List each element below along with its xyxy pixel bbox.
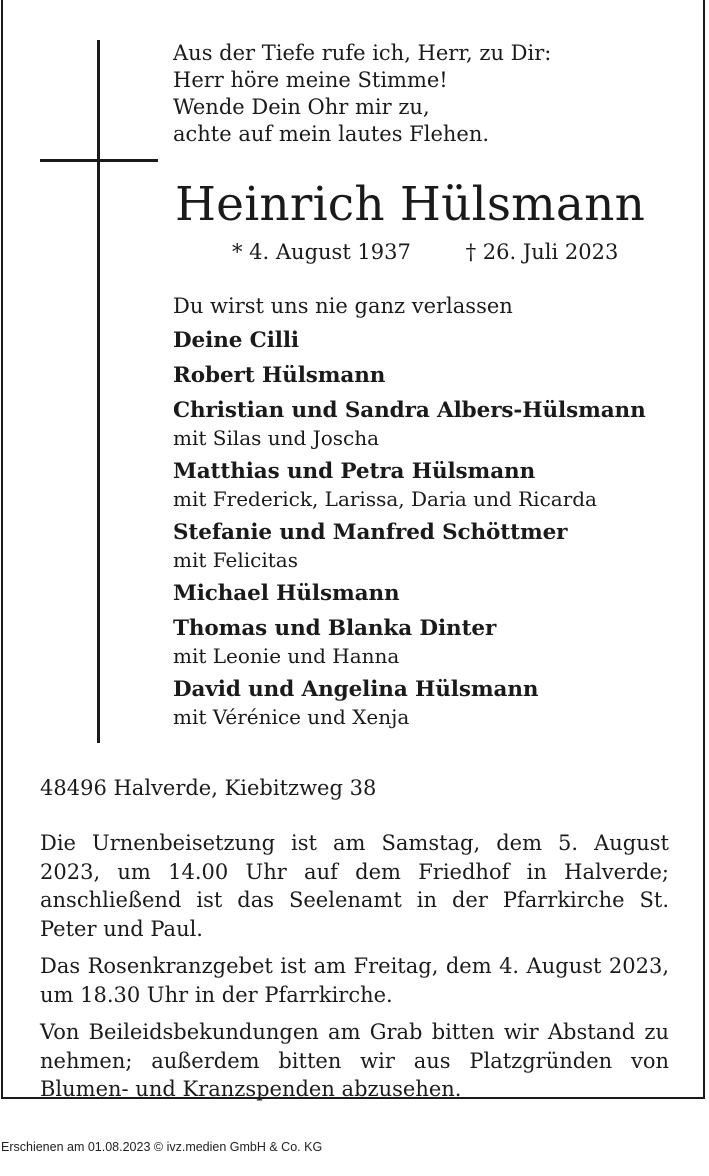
life-dates bbox=[232, 239, 618, 266]
funeral-info bbox=[40, 829, 669, 1113]
info-paragraph: Die Urnenbeisetzung ist am Samstag, dem 5. August 2023, um 14.00 Uhr auf dem Friedhof in Halverde; anschließend ist das Seelenamt in der Pfarrkirche St. Peter und Paul. bbox=[40, 831, 669, 941]
mourner-name: Thomas und Blanka Dinter bbox=[173, 616, 497, 641]
mourner-entry bbox=[173, 457, 683, 512]
mourner-entry bbox=[173, 518, 683, 573]
mourner-entry bbox=[173, 361, 683, 390]
mourner-name: Matthias und Petra Hülsmann bbox=[173, 459, 536, 484]
verse-line: achte auf mein lautes Flehen. bbox=[173, 122, 490, 146]
mourner-name: Michael Hülsmann bbox=[173, 581, 400, 606]
family-address: 48496 Halverde, Kiebitzweg 38 bbox=[40, 776, 377, 800]
cross-vertical-bar bbox=[97, 40, 100, 743]
info-paragraph: Von Beileidsbekundungen am Grab bitten wir Abstand zu nehmen; außerdem bitten wir aus Platzgründen von Blumen- und Kranzspenden abzusehen. bbox=[40, 1020, 669, 1101]
mourner-entry bbox=[173, 614, 683, 669]
info-paragraph: Das Rosenkranzgebet ist am Freitag, dem 4. August 2023, um 18.30 Uhr in der Pfarrkirche. bbox=[40, 954, 669, 1007]
mourner-name: Stefanie und Manfred Schöttmer bbox=[173, 520, 568, 545]
mourner-children: mit Silas und Joscha bbox=[173, 426, 380, 450]
mourner-children: mit Frederick, Larissa, Daria und Ricarda bbox=[173, 487, 597, 511]
death-date: † 26. Juli 2023 bbox=[465, 240, 619, 264]
mourner-name: David und Angelina Hülsmann bbox=[173, 677, 539, 702]
verse-line: Herr höre meine Stimme! bbox=[173, 68, 448, 92]
mourner-name: Robert Hülsmann bbox=[173, 363, 386, 388]
cross-horizontal-bar bbox=[40, 159, 158, 162]
mourner-children: mit Felicitas bbox=[173, 548, 298, 572]
mourner-children: mit Leonie und Hanna bbox=[173, 644, 400, 668]
mourners-intro: Du wirst uns nie ganz verlassen bbox=[173, 294, 513, 318]
mourner-entries bbox=[173, 326, 683, 730]
mourner-name: Christian und Sandra Albers-Hülsmann bbox=[173, 398, 646, 423]
mourner-entry bbox=[173, 675, 683, 730]
mourner-entry bbox=[173, 579, 683, 608]
deceased-name: Heinrich Hülsmann bbox=[175, 177, 646, 232]
birth-date: * 4. August 1937 bbox=[232, 240, 411, 264]
mourners-list bbox=[173, 292, 683, 736]
verse-line: Wende Dein Ohr mir zu, bbox=[173, 95, 430, 119]
verse-line: Aus der Tiefe rufe ich, Herr, zu Dir: bbox=[173, 41, 552, 65]
verse-block bbox=[173, 40, 551, 148]
publication-footer: Erschienen am 01.08.2023 © ivz.medien GmbH & Co. KG bbox=[1, 1140, 323, 1154]
mourner-entry bbox=[173, 326, 683, 355]
mourner-entry bbox=[173, 396, 683, 451]
mourner-name: Deine Cilli bbox=[173, 328, 299, 353]
mourner-children: mit Vérénice und Xenja bbox=[173, 705, 410, 729]
